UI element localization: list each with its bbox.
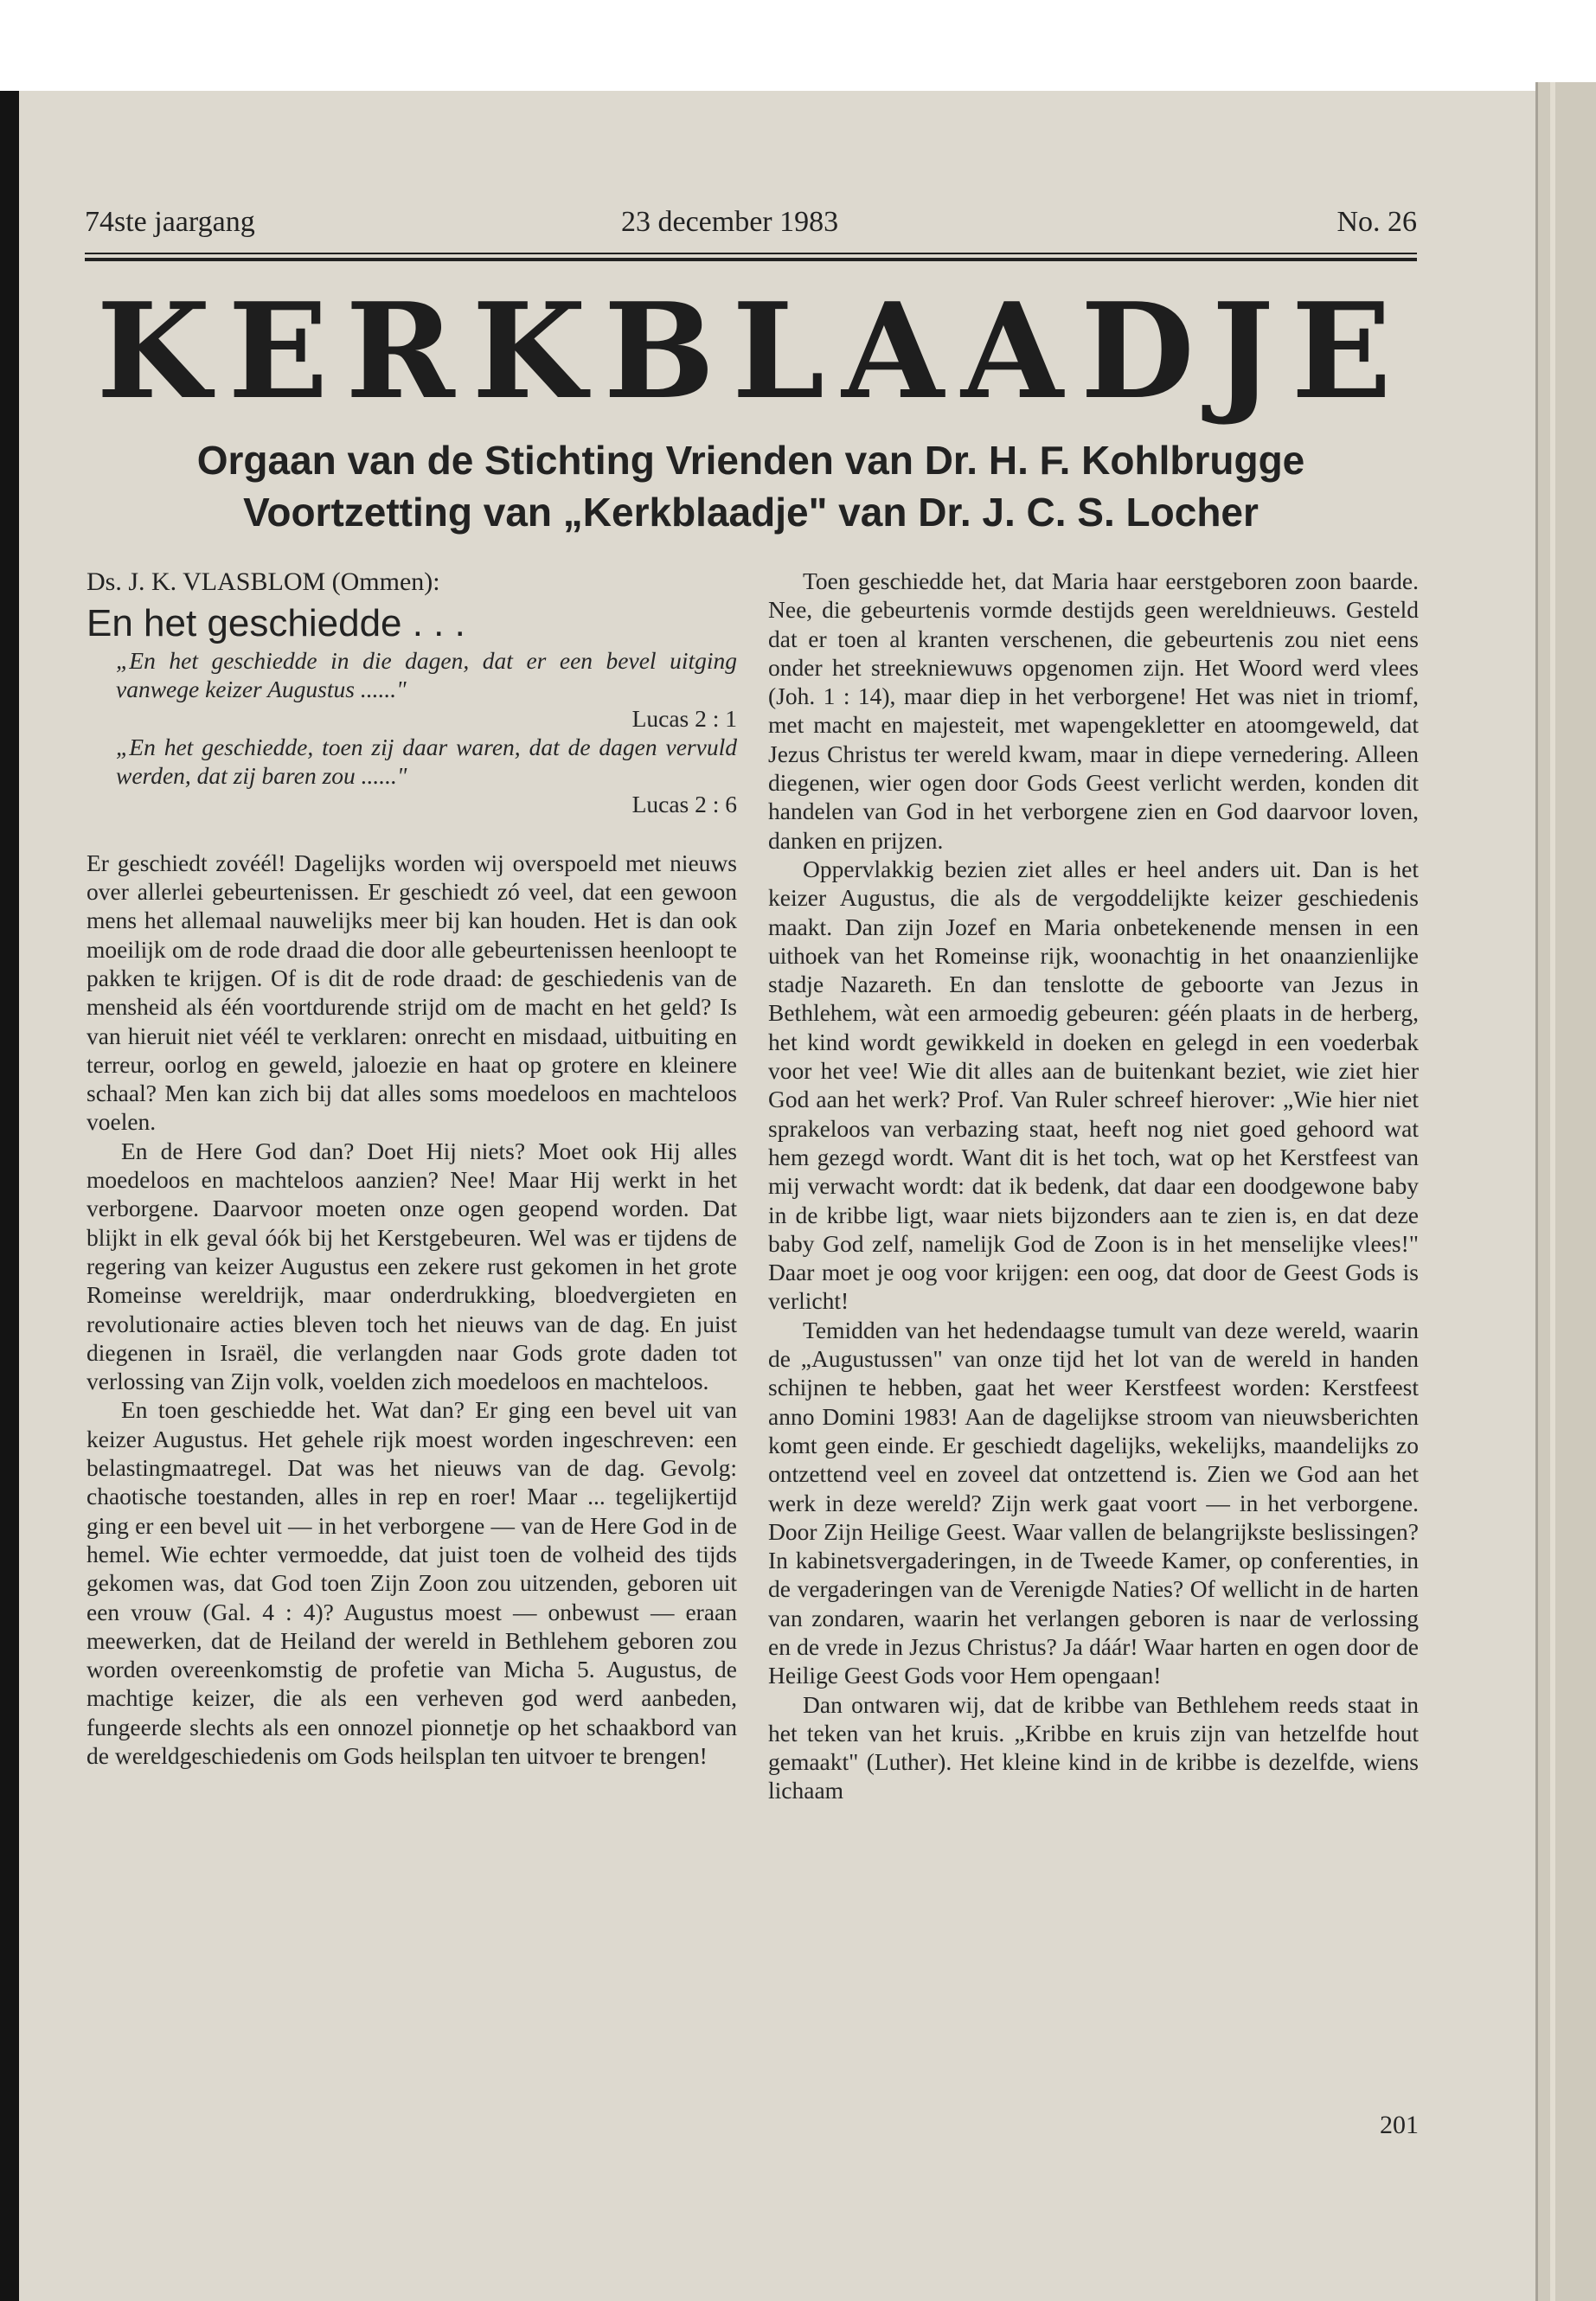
volume-label: 74ste jaargang — [85, 206, 255, 238]
top-margin — [0, 0, 1596, 91]
page-number: 201 — [1380, 2111, 1419, 2139]
paragraph: Dan ontwaren wij, dat de kribbe van Bethlehem reeds staat in het teken van het kruis. „Kribbe en kruis zijn van hetzelfde hout gemaakt" (Luther). Het kleine kind in de kribbe is dezelfde, wiens lichaam — [768, 1690, 1419, 1804]
header-rule-thin — [85, 253, 1417, 254]
scan-left-edge — [0, 91, 19, 2301]
right-column — [768, 567, 1419, 1805]
binding-spine — [1535, 82, 1596, 2301]
header-rule-thick — [85, 258, 1417, 261]
masthead-title: KERKBLAADJE — [96, 273, 1409, 428]
paragraph: Temidden van het hedendaagse tumult van deze wereld, waarin de „Augustussen" van onze tijd het lot van de wereld in handen schijnen te hebben, gaat het weer Kerstfeest worden: Kerstfeest anno Domini 1983! Aan de dagelijkse stroom van nieuwsberichten komt geen einde. Er geschiedt dagelijks, wekelijks, maandelijks zo ontzettend veel en zoveel dat ontzettend is. Zien we God aan het werk in deze wereld? Zijn werk gaat voort — in het verborgene. Door Zijn Heilige Geest. Waar vallen de belangrijkste beslissingen? In kabinetsvergaderingen, in de Tweede Kamer, op conferenties, in de vergaderingen van de Verenigde Naties? Of wellicht in de harten van zondaren, waarin het verlangen geboren is naar de verlossing en de vrede in Jezus Christus? Ja dáár! Waar harten en ogen door de Heilige Geest Gods voor Hem opengaan! — [768, 1316, 1419, 1689]
bible-quote-2: „En het geschiedde, toen zij daar waren, dat de dagen vervuld werden, dat zij baren zou ......" — [116, 733, 737, 790]
paragraph: Er geschiedt zovéél! Dagelijks worden wij overspoeld met nieuws over allerlei gebeurtenissen. Er geschiedt zó veel, dat een gewoon mens het allemaal nauwelijks meer bij kan houden. Het is dan ook moeilijk om de rode draad die door alle gebeurtenissen heenloopt te pakken te krijgen. Of is dit de rode draad: de geschiedenis van de mensheid als één voortdurende strijd om de macht en het geld? Is van hieruit niet véél te verklaren: onrecht en misdaad, uitbuiting en terreur, oorlog en geweld, jaloezie en haat op grotere en kleinere schaal? Men kan zich bij dat alles soms moedeloos en machteloos voelen. — [87, 849, 737, 1136]
left-column — [87, 567, 737, 1770]
masthead-subtitle-1: Orgaan van de Stichting Vrienden van Dr. H. F. Kohlbrugge — [196, 438, 1305, 483]
issue-number: No. 26 — [1336, 206, 1417, 238]
paragraph: En de Here God dan? Doet Hij niets? Moet ook Hij alles moedeloos en machteloos aanzien? Nee! Maar Hij werkt in het verborgene. Daarvoor moeten onze ogen geopend worden. Dat blijkt in elk geval óók bij het Kerstgebeuren. Wel was er tijdens de regering van keizer Augustus een zekere rust gekomen in het grote Romeinse wereldrijk, maar onderdrukking, bloedvergieten en revolutionaire acties bleven toch het nieuws van de dag. En juist diegenen in Israël, die verlangden naar Gods grote daden tot verlossing van Zijn volk, voelden zich moedeloos en machteloos. — [87, 1137, 737, 1395]
binding-spine-highlight — [1550, 82, 1555, 2301]
paragraph: Oppervlakkig bezien ziet alles er heel anders uit. Dan is het keizer Augustus, die als de vergoddelijkte keizer geschiedenis maakt. Dan zijn Jozef en Maria onbetekenende mensen in een uithoek van het Romeinse rijk, woonachtig in het onaanzienlijke stadje Nazareth. En dan tenslotte de geboorte van Jezus in Bethlehem, wàt een armoedig gebeuren: géén plaats in de herberg, het kind wordt gewikkeld in doeken en gelegd in een voederbak voor het vee! Wie dit alles aan de buitenkant beziet, wie ziet hier God aan het werk? Prof. Van Ruler schreef hierover: „Wie hier niet sprakeloos van verbazing staat, heeft nog niet goed gehoord wat hem gezegd wordt. Want dit is het toch, wat op het Kerstfeest van mij verwacht wordt: dat ik bedenk, dat daar een doodgewone baby in de kribbe ligt, waar niets bijzonders aan te zien is, en dat deze baby God zelf, namelijk God de Zoon is in het menselijke vlees!" Daar moet je oog voor krijgen: een oog, dat door de Geest Gods is verlicht! — [768, 855, 1419, 1315]
issue-date: 23 december 1983 — [621, 206, 839, 238]
masthead-subtitle-2: Voortzetting van „Kerkblaadje" van Dr. J. C. S. Locher — [243, 490, 1259, 535]
paragraph: En toen geschiedde het. Wat dan? Er ging een bevel uit van keizer Augustus. Het gehele rijk moest worden ingeschreven: een belastingmaatregel. Dat was het nieuws van de dag. Gevolg: chaotische toestanden, alles in rep en roer! Maar ... tegelijkertijd ging er een bevel uit — in het verborgene — van de Here God in de hemel. Wie echter vermoedde, dat juist toen de volheid des tijds gekomen was, dat God toen Zijn Zoon zou uitzenden, geboren uit een vrouw (Gal. 4 : 4)? Augustus moest — onbewust — eraan meewerken, dat de Heiland der wereld in Bethlehem geboren zou worden overeenkomstig de profetie van Micha 5. Augustus, de machtige keizer, die als een verheven god werd aanbeden, fungeerde slechts als een onnozel pionnetje op het schaakbord van de wereldgeschiedenis om Gods heilsplan ten uitvoer te brengen! — [87, 1396, 737, 1769]
issue-header — [85, 206, 1417, 249]
paragraph: Toen geschiedde het, dat Maria haar eerstgeboren zoon baarde. Nee, die gebeurtenis vormde destijds geen wereldnieuws. Gesteld dat er toen al kranten verschenen, die gebeurtenis zou niet eens onder het streekniewuws opgenomen zijn. Het Woord werd vlees (Joh. 1 : 14), maar diep in het verborgene! Het was niet in triomf, met macht en majesteit, met wapengekletter en atoomgeweld, dat Jezus Christus ter wereld kwam, maar in diepe vernedering. Alleen diegenen, wier ogen door Gods Geest verlicht werden, konden dit handelen van God in het verborgene zien en God daarvoor loven, danken en prijzen. — [768, 567, 1419, 854]
article-heading: En het geschiedde . . . — [87, 602, 465, 644]
bible-reference-1: Lucas 2 : 1 — [631, 704, 737, 732]
bible-quote-1: „En het geschiedde in die dagen, dat er een bevel uitging vanwege keizer Augustus ......" — [116, 647, 737, 703]
bible-reference-2: Lucas 2 : 6 — [631, 791, 737, 818]
article-author: Ds. J. K. VLASBLOM (Ommen): — [87, 567, 440, 596]
